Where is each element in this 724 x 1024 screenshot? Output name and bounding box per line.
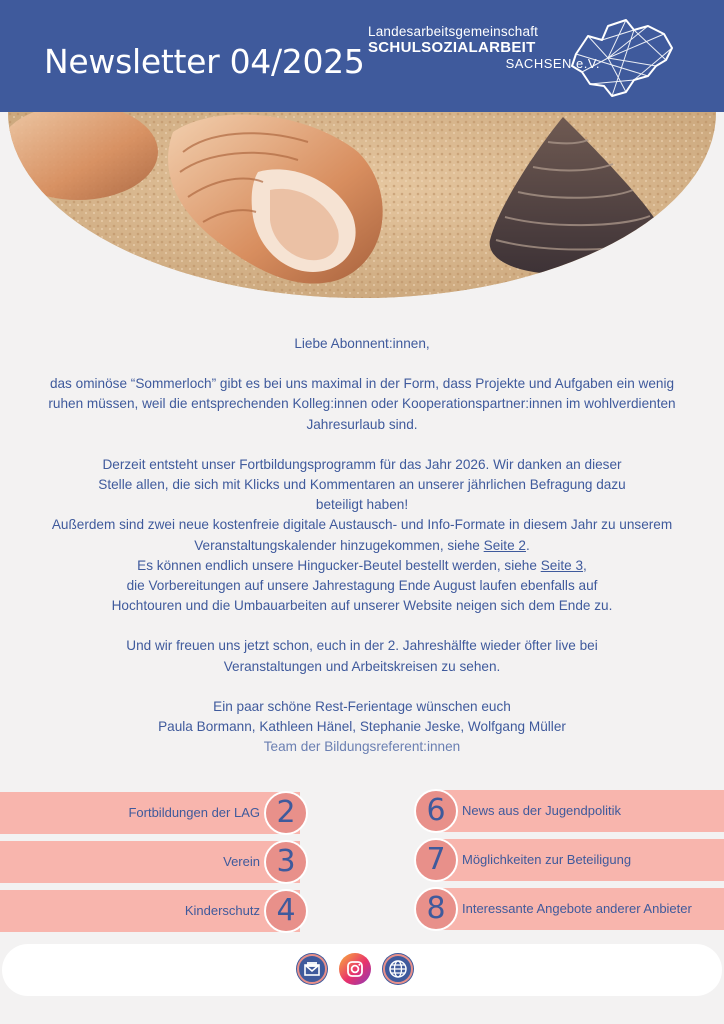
signature-team: Team der Bildungsreferent:innen: [263, 739, 461, 755]
toc-page-number[interactable]: 2: [264, 791, 308, 835]
instagram-icon[interactable]: [339, 953, 371, 985]
website-globe-icon[interactable]: [382, 953, 414, 985]
toc-label: Interessante Angebote anderer Anbieter: [462, 901, 692, 916]
saxony-map-logo-icon[interactable]: [568, 14, 678, 100]
bags-end: ,: [583, 557, 587, 573]
toc-item-beteiligung[interactable]: [430, 839, 724, 881]
greeting: Liebe Abonnent:innen,: [294, 336, 430, 351]
toc-page-number[interactable]: 3: [264, 840, 308, 884]
conference-paragraph: die Vorbereitungen auf unsere Jahrestagung Ende August laufen ebenfalls auf Hochtouren und die Umbauarbeiten auf unserer Website neigen sich dem Ende zu.: [111, 578, 613, 614]
toc-item-angebote[interactable]: [430, 888, 724, 930]
formats-end: .: [525, 537, 530, 553]
outlook-paragraph: Und wir freuen uns jetzt schon, euch in der 2. Jahreshälfte wieder öfter live bei Veranstaltungen und Arbeitskreisen zu sehen.: [126, 638, 598, 674]
toc-item-kinderschutz[interactable]: [0, 890, 300, 932]
newsletter-mail-icon[interactable]: [296, 953, 328, 985]
header-bar: [0, 0, 724, 112]
newsletter-title: Newsletter 04/2025: [44, 42, 365, 81]
footer-bar: [2, 944, 722, 996]
newsletter-letter: [40, 334, 684, 757]
program-paragraph: Derzeit entsteht unser Fortbildungsprogramm für das Jahr 2026. Wir danken an dieser Stelle allen, die sich mit Klicks und Kommentaren an unserer jährlichen Befragung dazu beteiligt haben!: [98, 456, 626, 513]
org-name-line1: Landesarbeitsgemeinschaft: [368, 24, 539, 39]
toc-item-jugendpolitik[interactable]: [430, 790, 724, 832]
formats-paragraph: [40, 515, 684, 555]
signature-names: Paula Bormann, Kathleen Hänel, Stephanie Jeske, Wolfgang Müller: [158, 719, 566, 735]
link-page-3[interactable]: Seite 3: [540, 557, 584, 573]
toc-item-verein[interactable]: [0, 841, 300, 883]
bags-paragraph: [40, 556, 684, 576]
hero-seashell-image: [8, 112, 716, 298]
organization-name[interactable]: [368, 24, 600, 71]
closing-line: Ein paar schöne Rest-Ferientage wünschen euch: [213, 698, 511, 714]
toc-label: Verein: [223, 854, 260, 869]
bags-text: Es können endlich unsere Hingucker-Beutel bestellt werden, siehe: [137, 557, 541, 573]
org-name-line2: SCHULSOZIALARBEIT: [368, 39, 536, 56]
toc-label: Möglichkeiten zur Beteiligung: [462, 852, 632, 867]
toc-page-number[interactable]: 7: [414, 838, 458, 882]
toc-label: News aus der Jugendpolitik: [462, 803, 621, 818]
toc-page-number[interactable]: 6: [414, 789, 458, 833]
toc-page-number[interactable]: 4: [264, 889, 308, 933]
link-page-2[interactable]: Seite 2: [483, 537, 526, 553]
toc-label: Kinderschutz: [184, 903, 260, 918]
org-name-line3: SACHSEN e.V.: [505, 56, 600, 71]
intro-paragraph: das ominöse “Sommerloch” gibt es bei uns maximal in der Form, dass Projekte und Aufgaben ein wenig ruhen müssen, weil die entsprechenden Kolleg:innen oder Kooperationspartner:innen im wohlverdienten Jahresurlaub sind.: [48, 376, 676, 432]
formats-text: Außerdem sind zwei neue kostenfreie digitale Austausch- und Info-Formate in diesem Jahr zu unserem Veranstaltungskalender hinzugekommen, siehe: [51, 517, 673, 553]
toc-item-fortbildungen[interactable]: [0, 792, 300, 834]
toc-label: Fortbildungen der LAG: [128, 805, 260, 820]
toc-page-number[interactable]: 8: [414, 887, 458, 931]
